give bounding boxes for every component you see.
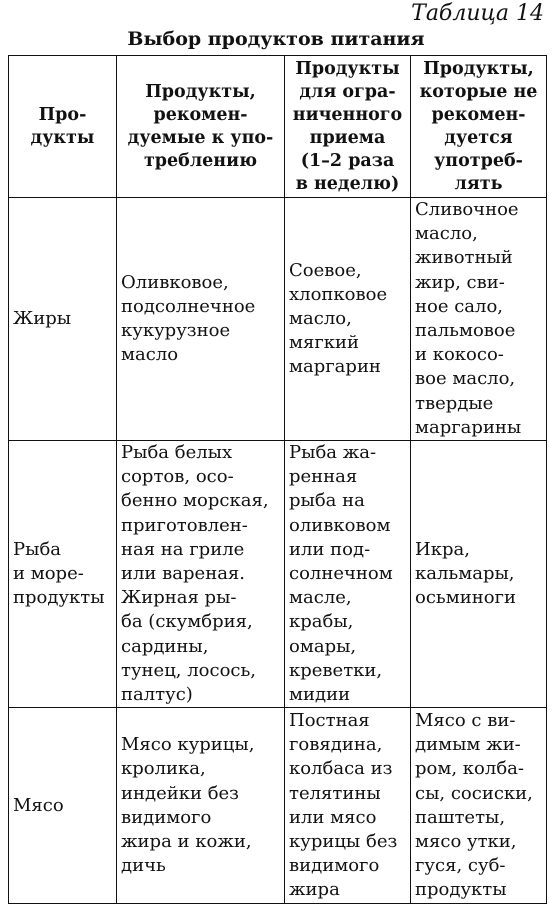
header-products: Про- дукты <box>9 56 117 198</box>
cell-category: Мясо <box>9 708 117 904</box>
cell-limited: Рыба жа- ренная рыба на оливковом или под- солнечном масле, крабы, омары, креветки, мидии <box>285 441 411 708</box>
header-recommended: Продукты, рекомен- дуемые к упо- треблению <box>117 56 285 198</box>
table-title: Выбор продуктов питания <box>127 28 425 50</box>
table-row <box>9 441 547 708</box>
table-row <box>9 198 547 441</box>
food-selection-table <box>8 55 547 904</box>
cell-not-recommended: Икра, кальмары, осьминоги <box>411 441 547 708</box>
cell-category: Рыба и море- продукты <box>9 441 117 708</box>
table-header-row <box>9 56 547 198</box>
cell-recommended: Оливковое, подсолнечное кукурузное масло <box>117 198 285 441</box>
header-limited: Продукты для огра- ниченного приема (1–2 раза в неделю) <box>285 56 411 198</box>
cell-not-recommended: Мясо с ви- димым жи- ром, колба- сы, сосиски, паштеты, мясо утки, гуся, суб- продукты <box>411 708 547 904</box>
table-row <box>9 708 547 904</box>
cell-limited: Соевое, хлопковое масло, мягкий маргарин <box>285 198 411 441</box>
cell-recommended: Мясо курицы, кролика, индейки без видимого жира и кожи, дичь <box>117 708 285 904</box>
cell-recommended: Рыба белых сортов, осо- бенно морская, приготовлен- ная на гриле или вареная. Жирная ры- ба (скумбрия, сардины, тунец, лосось, палтус) <box>117 441 285 708</box>
table-number: Таблица 14 <box>411 1 544 26</box>
cell-not-recommended: Сливочное масло, животный жир, сви- ное сало, пальмовое и кокосо- вое масло, твердые маргарины <box>411 198 547 441</box>
cell-limited: Постная говядина, колбаса из телятины или мясо курицы без видимого жира <box>285 708 411 904</box>
header-not-recommended: Продукты, которые не рекомен- дуется употреб- лять <box>411 56 547 198</box>
cell-category: Жиры <box>9 198 117 441</box>
